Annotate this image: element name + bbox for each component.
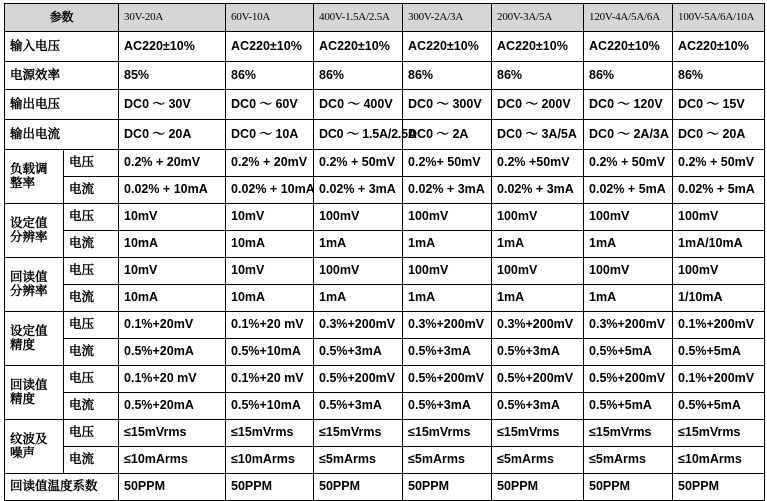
cell-value: 86% — [226, 62, 314, 90]
cell-value: 0.5%+3mA — [492, 393, 584, 420]
cell-value: ≤15mVrms — [314, 420, 403, 447]
cell-value: 0.02% + 3mA — [314, 177, 403, 204]
row-input-voltage — [5, 32, 765, 62]
cell-value: 0.5%+3mA — [403, 393, 492, 420]
cell-value: DC0 ～ 60V — [226, 90, 314, 120]
row-label: 输入电压 — [5, 32, 119, 62]
model-header: 30V-20A — [119, 4, 226, 32]
sub-label: 电压 — [64, 312, 119, 339]
row-set-accuracy-voltage — [5, 312, 765, 339]
row-set-accuracy-current — [5, 339, 765, 366]
cell-value: 85% — [119, 62, 226, 90]
cell-value: 86% — [673, 62, 765, 90]
cell-value: 10mA — [226, 285, 314, 312]
cell-value: 0.02% + 5mA — [584, 177, 673, 204]
cell-value: 0.5%+5mA — [673, 339, 765, 366]
spec-table — [4, 3, 765, 501]
cell-value: 0.5%+5mA — [584, 393, 673, 420]
cell-value: 0.1%+200mV — [673, 366, 765, 393]
cell-value: 0.2% + 20mV — [119, 150, 226, 177]
cell-value: 1/10mA — [673, 285, 765, 312]
row-load-regulation-voltage — [5, 150, 765, 177]
cell-value: 1mA — [584, 285, 673, 312]
sub-label: 电流 — [64, 231, 119, 258]
cell-value: 86% — [492, 62, 584, 90]
cell-value: DC0 ～ 20A — [673, 120, 765, 150]
row-efficiency — [5, 62, 765, 90]
cell-value: 86% — [403, 62, 492, 90]
cell-value: 0.2% + 50mV — [584, 150, 673, 177]
group-label-line: 噪声 — [10, 445, 36, 460]
cell-value: ≤15mVrms — [673, 420, 765, 447]
cell-value: 10mA — [226, 231, 314, 258]
group-label-line: 分辨率 — [10, 229, 48, 244]
group-label — [5, 204, 64, 258]
cell-value: ≤5mArms — [403, 447, 492, 474]
cell-value: 0.3%+200mV — [403, 312, 492, 339]
cell-value: 0.2% + 20mV — [226, 150, 314, 177]
cell-value: 0.5%+10mA — [226, 393, 314, 420]
cell-value: AC220±10% — [584, 32, 673, 62]
cell-value: 1mA — [403, 285, 492, 312]
cell-value: 0.02% + 10mA — [226, 177, 314, 204]
cell-value: 50PPM — [119, 474, 226, 501]
sub-label: 电压 — [64, 150, 119, 177]
cell-value: 0.5%+10mA — [226, 339, 314, 366]
model-header: 300V-2A/3A — [403, 4, 492, 32]
cell-value: 100mV — [403, 204, 492, 231]
cell-value: DC0 ～ 15V — [673, 90, 765, 120]
group-label-line: 分辨率 — [10, 283, 48, 298]
group-label-line: 精度 — [10, 337, 36, 352]
cell-value: 0.5%+3mA — [403, 339, 492, 366]
cell-value: 50PPM — [673, 474, 765, 501]
cell-value: DC0 ～ 10A — [226, 120, 314, 150]
cell-value: 10mV — [226, 204, 314, 231]
cell-value: 0.5%+20mA — [119, 393, 226, 420]
cell-value: DC0 ～ 1.5A/2.5A — [314, 120, 403, 150]
cell-value: DC0 ～ 3A/5A — [492, 120, 584, 150]
row-output-voltage — [5, 90, 765, 120]
header-row — [5, 4, 765, 32]
cell-value: 100mV — [492, 204, 584, 231]
group-label — [5, 150, 64, 204]
group-label — [5, 312, 64, 366]
cell-value: 0.3%+200mV — [584, 312, 673, 339]
model-header: 100V-5A/6A/10A — [673, 4, 765, 32]
row-load-regulation-current — [5, 177, 765, 204]
cell-value: 0.5%+200mV — [403, 366, 492, 393]
cell-value: 0.1%+20mV — [119, 312, 226, 339]
group-label-line: 回读值 — [10, 269, 48, 284]
group-label — [5, 366, 64, 420]
cell-value: 0.5%+200mV — [314, 366, 403, 393]
row-temp-coefficient — [5, 474, 765, 501]
sub-label: 电压 — [64, 366, 119, 393]
cell-value: 0.2% + 50mV — [673, 150, 765, 177]
cell-value: ≤15mVrms — [403, 420, 492, 447]
row-set-resolution-voltage — [5, 204, 765, 231]
cell-value: DC0 ～ 2A/3A — [584, 120, 673, 150]
sub-label: 电压 — [64, 420, 119, 447]
cell-value: 50PPM — [492, 474, 584, 501]
cell-value: 0.5%+3mA — [314, 393, 403, 420]
cell-value: AC220±10% — [403, 32, 492, 62]
cell-value: ≤10mArms — [226, 447, 314, 474]
row-readback-accuracy-voltage — [5, 366, 765, 393]
row-label: 回读值温度系数 — [5, 474, 119, 501]
group-label-line: 精度 — [10, 391, 36, 406]
cell-value: 0.02% + 10mA — [119, 177, 226, 204]
cell-value: ≤15mVrms — [584, 420, 673, 447]
cell-value: 10mA — [119, 231, 226, 258]
group-label — [5, 258, 64, 312]
cell-value: 86% — [584, 62, 673, 90]
cell-value: 10mA — [119, 285, 226, 312]
param-header: 参数 — [5, 4, 119, 32]
cell-value: AC220±10% — [314, 32, 403, 62]
cell-value: 1mA — [584, 231, 673, 258]
model-header: 60V-10A — [226, 4, 314, 32]
sub-label: 电流 — [64, 177, 119, 204]
cell-value: ≤10mArms — [673, 447, 765, 474]
cell-value: 100mV — [584, 204, 673, 231]
cell-value: 1mA — [492, 231, 584, 258]
cell-value: 10mV — [119, 204, 226, 231]
row-readback-resolution-current — [5, 285, 765, 312]
cell-value: 50PPM — [314, 474, 403, 501]
sub-label: 电流 — [64, 447, 119, 474]
cell-value: 0.1%+20 mV — [226, 312, 314, 339]
row-readback-accuracy-current — [5, 393, 765, 420]
cell-value: 10mV — [226, 258, 314, 285]
cell-value: 100mV — [673, 258, 765, 285]
cell-value: 0.5%+20mA — [119, 339, 226, 366]
cell-value: 1mA — [403, 231, 492, 258]
sub-label: 电压 — [64, 258, 119, 285]
row-ripple-noise-current — [5, 447, 765, 474]
cell-value: 0.3%+200mV — [314, 312, 403, 339]
cell-value: ≤5mArms — [314, 447, 403, 474]
cell-value: ≤15mVrms — [226, 420, 314, 447]
cell-value: AC220±10% — [673, 32, 765, 62]
cell-value: 0.5%+5mA — [584, 339, 673, 366]
cell-value: 100mV — [492, 258, 584, 285]
cell-value: 100mV — [584, 258, 673, 285]
cell-value: 86% — [314, 62, 403, 90]
cell-value: 100mV — [673, 204, 765, 231]
cell-value: 100mV — [403, 258, 492, 285]
sub-label: 电流 — [64, 285, 119, 312]
cell-value: DC0 ～ 300V — [403, 90, 492, 120]
row-ripple-noise-voltage — [5, 420, 765, 447]
cell-value: 0.02% + 3mA — [403, 177, 492, 204]
cell-value: 50PPM — [584, 474, 673, 501]
model-header: 120V-4A/5A/6A — [584, 4, 673, 32]
sub-label: 电压 — [64, 204, 119, 231]
group-label-line: 设定值 — [10, 215, 48, 230]
cell-value: 100mV — [314, 204, 403, 231]
cell-value: DC0 ～ 2A — [403, 120, 492, 150]
group-label-line: 负载调 — [10, 161, 48, 176]
cell-value: ≤5mArms — [492, 447, 584, 474]
cell-value: 10mV — [119, 258, 226, 285]
cell-value: DC0 ～ 400V — [314, 90, 403, 120]
group-label-line: 纹波及 — [10, 431, 48, 446]
group-label-line: 设定值 — [10, 323, 48, 338]
cell-value: 0.02% + 3mA — [492, 177, 584, 204]
row-label: 输出电压 — [5, 90, 119, 120]
group-label-line: 整率 — [10, 175, 36, 190]
cell-value: 0.02% + 5mA — [673, 177, 765, 204]
cell-value: AC220±10% — [119, 32, 226, 62]
row-label: 电源效率 — [5, 62, 119, 90]
cell-value: 0.3%+200mV — [492, 312, 584, 339]
group-label — [5, 420, 64, 474]
cell-value: ≤15mVrms — [492, 420, 584, 447]
cell-value: AC220±10% — [226, 32, 314, 62]
cell-value: 0.2% +50mV — [492, 150, 584, 177]
cell-value: 0.1%+20 mV — [226, 366, 314, 393]
cell-value: 1mA/10mA — [673, 231, 765, 258]
cell-value: 100mV — [314, 258, 403, 285]
cell-value: 0.5%+5mA — [673, 393, 765, 420]
cell-value: DC0 ～ 200V — [492, 90, 584, 120]
row-readback-resolution-voltage — [5, 258, 765, 285]
cell-value: 1mA — [492, 285, 584, 312]
cell-value: 0.5%+3mA — [314, 339, 403, 366]
row-label: 输出电流 — [5, 120, 119, 150]
row-output-current — [5, 120, 765, 150]
cell-value: 50PPM — [403, 474, 492, 501]
cell-value: DC0 ～ 120V — [584, 90, 673, 120]
cell-value: 0.1%+200mV — [673, 312, 765, 339]
model-header: 400V-1.5A/2.5A — [314, 4, 403, 32]
group-label-line: 回读值 — [10, 377, 48, 392]
model-header: 200V-3A/5A — [492, 4, 584, 32]
cell-value: 0.5%+200mV — [492, 366, 584, 393]
cell-value: 1mA — [314, 285, 403, 312]
cell-value: ≤15mVrms — [119, 420, 226, 447]
cell-value: 50PPM — [226, 474, 314, 501]
cell-value: AC220±10% — [492, 32, 584, 62]
cell-value: 1mA — [314, 231, 403, 258]
sub-label: 电流 — [64, 393, 119, 420]
cell-value: DC0 ～ 20A — [119, 120, 226, 150]
cell-value: 0.2% + 50mV — [314, 150, 403, 177]
cell-value: 0.5%+3mA — [492, 339, 584, 366]
cell-value: 0.1%+20 mV — [119, 366, 226, 393]
row-set-resolution-current — [5, 231, 765, 258]
cell-value: ≤10mArms — [119, 447, 226, 474]
cell-value: ≤5mArms — [584, 447, 673, 474]
sub-label: 电流 — [64, 339, 119, 366]
cell-value: DC0 ～ 30V — [119, 90, 226, 120]
cell-value: 0.5%+200mV — [584, 366, 673, 393]
cell-value: 0.2%+ 50mV — [403, 150, 492, 177]
